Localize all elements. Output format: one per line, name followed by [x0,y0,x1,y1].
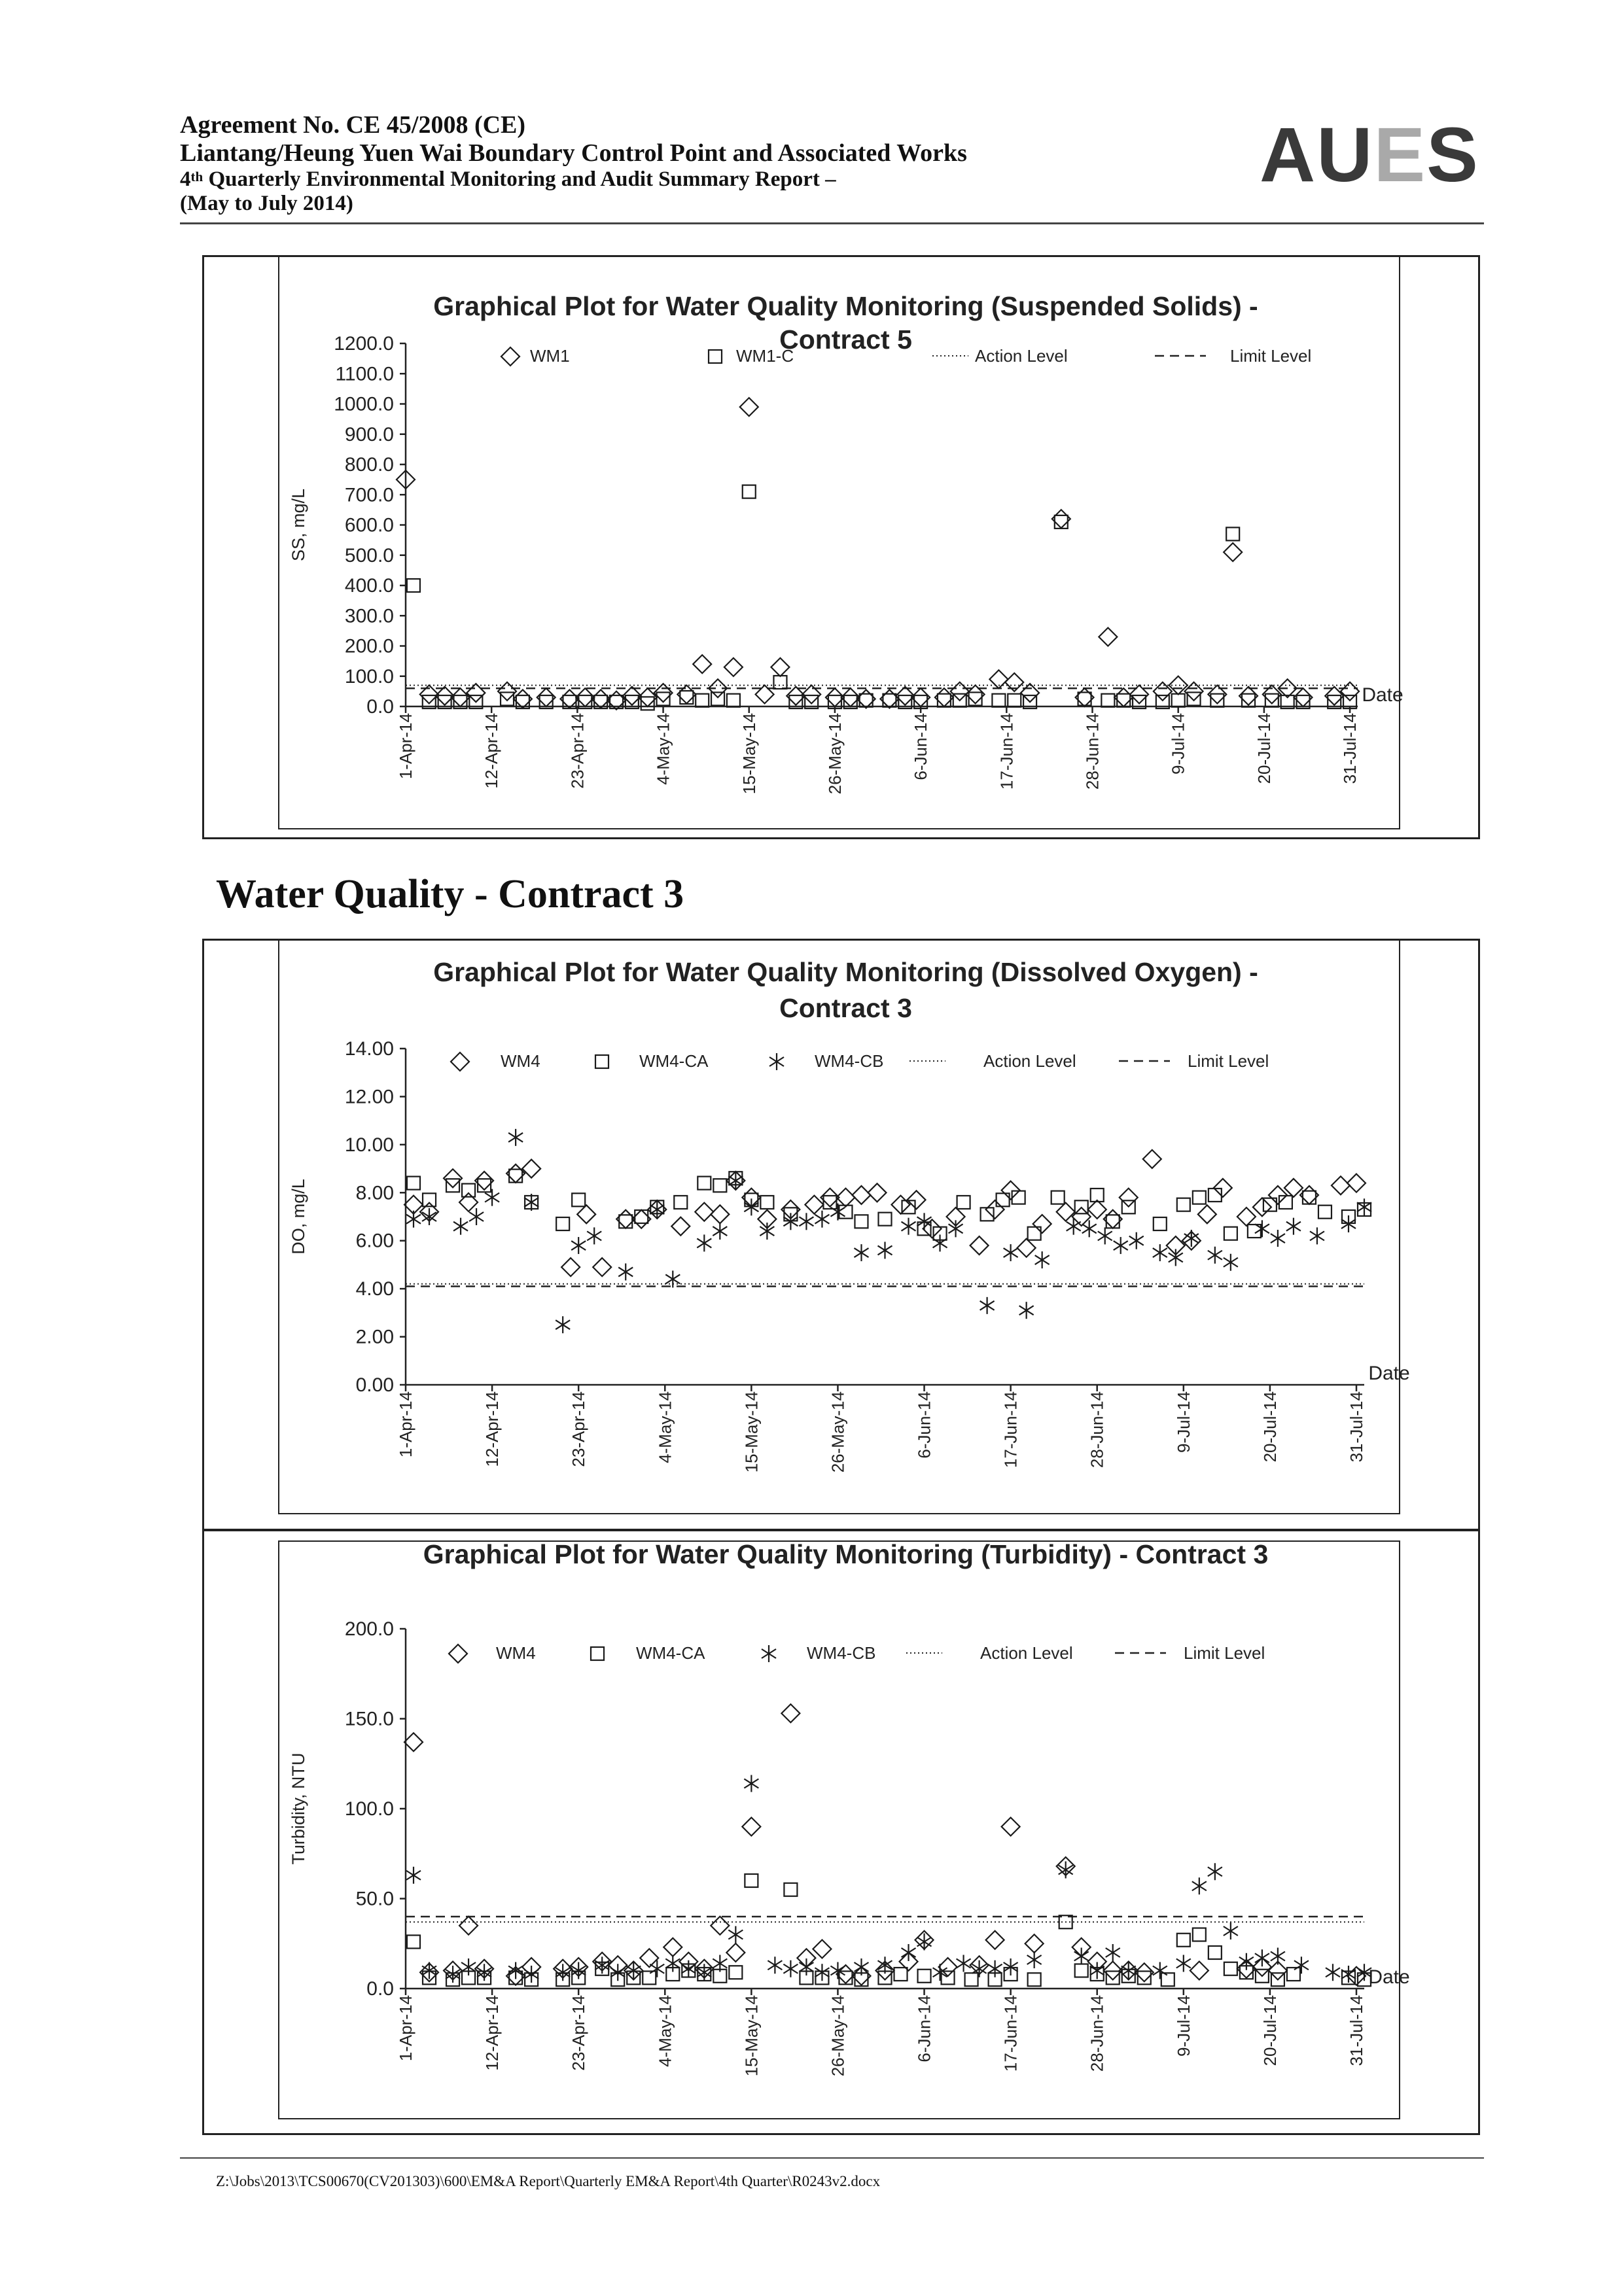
x-tick-label: 6-Jun-14 [914,1995,934,2062]
data-point-wm1-c [1265,694,1279,707]
legend-label-wm4: WM4 [501,1051,540,1071]
data-point-wm4-ca [942,1972,955,1985]
data-point-wm4 [1057,1203,1075,1221]
chart-suspended-solids [278,255,1403,829]
data-point-wm4 [1198,1205,1216,1223]
x-tick-label: 9-Jul-14 [1173,1995,1193,2057]
data-point-wm4 [970,1236,989,1255]
data-point-wm4-ca [572,1193,585,1206]
data-point-wm4-cb [1271,1230,1285,1247]
data-point-wm4-ca [423,1193,436,1206]
data-point-wm4-cb [1019,1302,1034,1319]
data-point-wm4-ca [462,1184,475,1197]
x-tick-label: 12-Apr-14 [482,1391,503,1467]
data-point-wm4-cb [1114,1237,1128,1254]
aues-logo: AUES [1260,112,1479,198]
data-point-wm4-cb [760,1223,774,1240]
data-point-wm4-ca [1224,1962,1237,1975]
data-point-wm1 [771,658,789,676]
x-tick-label: 6-Jun-14 [914,1391,934,1459]
x-tick-label: 23-Apr-14 [567,713,588,789]
data-point-wm4-cb [1153,1962,1167,1979]
data-point-wm1-c [1101,694,1114,707]
data-point-wm1-c [860,694,873,707]
x-tick-label: 20-Jul-14 [1260,1391,1280,1463]
legend-label-wm4-cb: WM4-CB [807,1643,876,1663]
data-point-wm4-cb [1067,1218,1081,1235]
data-point-wm4-ca [407,1936,420,1949]
data-point-wm4 [1332,1176,1350,1194]
x-axis-label: Date [1362,684,1403,706]
y-tick-label: 700.0 [344,484,394,506]
data-point-wm4-ca [1051,1191,1065,1204]
y-tick-label: 0.0 [366,696,394,718]
chart-title: Graphical Plot for Water Quality Monitoring (Dissolved Oxygen) - [433,957,1258,987]
header-report-title: 4th Quarterly Environmental Monitoring and Audit Summary Report – [180,167,836,191]
x-tick-label: 15-May-14 [741,1995,762,2077]
data-point-wm4-cb [665,1955,680,1972]
data-point-wm4 [892,1196,910,1214]
y-tick-label: 800.0 [344,454,394,476]
legend-marker-wm1 [501,347,520,366]
data-point-wm4-ca [1209,1189,1222,1202]
x-tick-label: 28-Jun-14 [1082,713,1103,790]
data-point-wm4-cb [728,1172,743,1189]
x-axis-label: Date [1368,1966,1410,1988]
data-point-wm4-cb [744,1775,758,1792]
data-point-wm4 [742,1818,760,1836]
series-wm4-ca [407,1170,1371,1240]
footer-file-path: Z:\Jobs\2013\TCS00670(CV201303)\600\EM&A Report\Quarterly EM&A Report\4th Quarter\R0243v2.docx [216,2173,881,2189]
data-point-wm4-ca [697,1177,711,1190]
data-point-wm4-ca [1012,1191,1025,1204]
data-point-wm4-ca [674,1196,687,1209]
x-tick-label: 17-Jun-14 [1000,1995,1021,2072]
legend-label-action-level: Action Level [975,346,1068,366]
data-point-wm4-cb [1255,1220,1269,1237]
data-point-wm4-ca [957,1196,970,1209]
data-point-wm4-cb [1106,1944,1120,1961]
x-tick-label: 31-Jul-14 [1346,1391,1366,1463]
data-point-wm1 [740,398,758,416]
data-point-wm1-c [1210,694,1224,707]
footer-rule [180,2157,1484,2159]
y-tick-label: 500.0 [344,544,394,566]
data-point-wm4-cb [988,1960,1002,1977]
data-point-wm1-c [1188,692,1201,705]
data-point-wm4 [522,1160,540,1178]
data-point-wm4-ca [1224,1227,1237,1240]
data-point-wm4-cb [697,1234,711,1251]
data-point-wm4-ca [1209,1946,1222,1959]
x-tick-label: 28-Jun-14 [1087,1995,1107,2072]
data-point-wm4-cb [406,1867,421,1884]
x-tick-label: 31-Jul-14 [1340,713,1360,784]
x-tick-label: 15-May-14 [741,1391,762,1473]
data-point-wm4 [1347,1174,1366,1192]
y-tick-label: 8.00 [355,1182,394,1204]
y-tick-label: 900.0 [344,423,394,445]
x-tick-label: 20-Jul-14 [1260,1995,1280,2066]
data-point-wm4 [1253,1198,1271,1216]
data-point-wm4-cb [461,1958,476,1975]
data-point-wm4-ca [509,1170,522,1183]
data-point-wm1-c [1172,694,1185,707]
x-tick-label: 9-Jul-14 [1168,713,1188,774]
data-point-wm1-c [992,694,1005,707]
data-point-wm4-ca [894,1968,908,1981]
data-point-wm4-ca [1177,1198,1190,1211]
data-point-wm4-ca [745,1874,758,1887]
y-tick-label: 50.0 [355,1888,394,1910]
data-point-wm1-c [657,692,670,705]
x-tick-label: 23-Apr-14 [569,1391,589,1467]
data-point-wm4 [640,1949,658,1967]
data-point-wm4 [663,1938,682,1957]
data-point-wm4-ca [619,1215,632,1228]
series-wm4-cb [406,1775,1371,1983]
x-tick-label: 1-Apr-14 [396,1391,415,1458]
data-point-wm4-cb [469,1208,484,1225]
legend-label-wm1: WM1 [530,346,570,366]
data-point-wm4 [1237,1208,1256,1226]
data-point-wm4-ca [1075,1964,1088,1977]
data-point-wm4-ca [1106,1215,1120,1228]
data-point-wm4-cb [1357,1198,1371,1215]
data-point-wm4 [986,1931,1004,1949]
data-point-wm4-cb [1004,1244,1018,1261]
data-point-wm4-cb [1074,1948,1089,1965]
chart-title-line2: Contract 5 [779,324,912,355]
data-point-wm4 [711,1205,729,1223]
data-point-wm1-c [407,579,420,592]
data-point-wm1-c [743,485,756,498]
y-tick-label: 0.00 [355,1374,394,1396]
data-point-wm4-cb [815,1964,829,1981]
data-point-wm4-ca [1161,1973,1174,1986]
section-title: Water Quality - Contract 3 [216,872,684,916]
y-tick-label: 6.00 [355,1230,394,1252]
legend-label-wm4-cb: WM4-CB [815,1051,884,1071]
y-tick-label: 0.0 [366,1978,394,2000]
report-header [180,111,1423,216]
data-point-wm4 [781,1704,800,1722]
y-tick-label: 2.00 [355,1326,394,1348]
y-tick-label: 200.0 [344,635,394,657]
data-point-wm4 [1190,1962,1209,1980]
series-wm1-c [407,485,1356,710]
data-point-wm4 [1033,1215,1051,1233]
y-tick-label: 200.0 [344,1618,394,1640]
data-point-wm4-cb [1208,1863,1222,1880]
data-point-wm4-ca [981,1208,994,1221]
x-tick-label: 4-May-14 [655,1995,675,2067]
legend-marker-wm4 [449,1644,467,1663]
legend-marker-wm4 [451,1052,469,1071]
data-point-wm4 [1017,1239,1036,1257]
x-tick-label: 4-May-14 [653,713,673,785]
data-point-wm4-cb [1090,1962,1104,1979]
data-point-wm4-cb [508,1129,523,1146]
data-point-wm4-cb [650,1201,664,1218]
data-point-wm4-ca [729,1966,742,1979]
data-point-wm4-ca [1318,1206,1332,1219]
y-tick-label: 100.0 [344,1798,394,1820]
data-point-wm4-cb [1224,1922,1238,1939]
data-point-wm4-cb [1271,1948,1285,1965]
data-point-wm4 [852,1186,870,1204]
x-tick-label: 31-Jul-14 [1346,1995,1366,2066]
data-point-wm4 [695,1203,713,1221]
data-point-wm1-c [501,692,514,705]
data-point-wm4-ca [1303,1191,1316,1204]
x-tick-label: 26-May-14 [824,713,845,795]
data-point-wm1-c [641,697,654,710]
data-point-wm4-cb [1035,1251,1050,1268]
legend-marker-wm1-c [709,350,722,363]
data-point-wm4-cb [1098,1227,1112,1244]
legend-marker-wm4-cb [769,1053,784,1070]
y-tick-label: 1000.0 [334,393,394,415]
x-tick-label: 17-Jun-14 [1000,1391,1021,1469]
data-point-wm4 [986,1200,1004,1219]
y-tick-label: 100.0 [344,665,394,687]
data-point-wm4-cb [1239,1953,1254,1970]
data-point-wm4-ca [784,1883,797,1896]
data-point-wm1-c [1078,692,1091,705]
data-point-wm4-ca [855,1215,868,1228]
x-axis-label: Date [1368,1363,1410,1384]
legend-marker-wm4-ca [595,1055,609,1068]
data-point-wm4-cb [854,1244,868,1261]
data-point-wm4 [593,1258,611,1276]
y-axis-label: SS, mg/L [289,488,308,562]
data-point-wm4-ca [965,1973,978,1986]
data-point-wm1-c [1055,515,1068,529]
data-point-wm1-c [773,676,786,689]
series-wm4 [404,1704,1366,1985]
x-tick-label: 12-Apr-14 [482,1995,503,2071]
data-point-wm4-ca [1287,1968,1300,1981]
data-point-wm1 [1224,543,1242,561]
data-point-wm4-cb [556,1316,570,1333]
data-point-wm4 [459,1917,478,1935]
x-tick-label: 23-Apr-14 [569,1995,589,2071]
chart-turbidity [278,1539,1410,2119]
data-point-wm4 [577,1205,595,1223]
data-point-wm4-cb [980,1297,995,1314]
data-point-wm4-ca [1177,1934,1190,1947]
data-point-wm4-cb [902,1944,916,1961]
data-point-wm4-cb [949,1220,963,1237]
data-point-wm4-ca [918,1970,931,1983]
y-tick-label: 10.00 [344,1134,394,1156]
data-point-wm4-ca [1193,1191,1206,1204]
data-point-wm4-cb [1326,1964,1340,1981]
data-point-wm4-cb [1121,1962,1136,1979]
data-point-wm4-ca [446,1179,459,1192]
y-tick-label: 400.0 [344,575,394,597]
x-tick-label: 17-Jun-14 [997,713,1017,790]
data-point-wm4-cb [1255,1949,1269,1966]
data-point-wm4-cb [406,1211,421,1228]
data-point-wm4-ca [1193,1928,1206,1941]
legend-label-wm1-c: WM1-C [736,346,794,366]
data-point-wm4-cb [618,1263,633,1280]
x-tick-label: 9-Jul-14 [1173,1391,1193,1453]
data-point-wm4-cb [713,1223,727,1240]
legend-label-action-level: Action Level [980,1643,1073,1663]
data-point-wm1-c [680,691,693,704]
chart-title-line2: Contract 3 [779,993,912,1023]
legend-label-wm4: WM4 [496,1643,536,1663]
x-tick-label: 26-May-14 [828,1995,848,2077]
data-point-wm4-cb [1153,1244,1167,1261]
y-tick-label: 4.00 [355,1278,394,1300]
series-wm1 [397,398,1359,710]
legend-label-limit-level: Limit Level [1188,1051,1269,1071]
data-point-wm4-ca [1028,1973,1041,1986]
y-axis-label: DO, mg/L [289,1179,308,1255]
data-point-wm1-c [883,694,896,707]
y-tick-label: 12.00 [344,1086,394,1108]
data-point-wm4-ca [713,1179,726,1192]
data-point-wm1-c [696,694,709,707]
data-point-wm4 [1143,1150,1161,1168]
x-tick-label: 12-Apr-14 [482,713,502,789]
data-point-wm4-cb [587,1227,601,1244]
data-point-wm1-c [727,694,740,707]
data-point-wm1-c [1008,694,1021,707]
header-agreement: Agreement No. CE 45/2008 (CE) [180,111,526,139]
x-tick-label: 28-Jun-14 [1087,1391,1107,1469]
x-tick-label: 15-May-14 [739,713,759,795]
legend-label-wm4-ca: WM4-CA [636,1643,705,1663]
y-tick-label: 14.00 [344,1038,394,1060]
data-point-wm4-cb [1192,1877,1207,1894]
data-point-wm1-c [1117,694,1130,707]
data-point-wm4-cb [728,1926,743,1943]
data-point-wm4-ca [556,1217,569,1230]
header-period: (May to July 2014) [180,192,353,215]
data-point-wm4 [711,1917,729,1935]
data-point-wm1 [693,655,711,673]
data-point-wm1 [1099,628,1117,646]
chart-title: Graphical Plot for Water Quality Monitoring (Suspended Solids) - [433,291,1258,321]
series-wm4-ca [407,1874,1371,1986]
data-point-wm4-cb [1129,1232,1144,1249]
x-tick-label: 20-Jul-14 [1254,713,1274,784]
data-point-wm4-cb [768,1957,782,1974]
header-rule [180,222,1484,224]
x-tick-label: 6-Jun-14 [911,713,931,780]
data-point-wm4-cb [453,1218,468,1235]
data-point-wm4 [813,1940,831,1958]
data-point-wm4-cb [799,1958,813,1975]
data-point-wm4-cb [1341,1966,1356,1983]
data-point-wm4-cb [665,1270,680,1287]
data-point-wm4 [1025,1934,1044,1953]
x-tick-label: 1-Apr-14 [396,1995,415,2062]
data-point-wm4-cb [902,1218,916,1235]
data-point-wm4-cb [933,1234,947,1251]
data-point-wm4-cb [878,1242,892,1259]
data-point-wm4-cb [1294,1957,1309,1974]
data-point-wm1-c [938,694,951,707]
data-point-wm4-cb [571,1237,586,1254]
data-point-wm4-cb [1169,1249,1183,1266]
legend-label-action-level: Action Level [983,1051,1076,1071]
data-point-wm4 [1347,1967,1366,1985]
data-point-wm4-cb [1208,1247,1222,1264]
data-point-wm4 [561,1258,580,1276]
y-tick-label: 300.0 [344,605,394,627]
data-point-wm4-ca [760,1196,773,1209]
data-point-wm4-cb [650,1960,664,1977]
legend-label-wm4-ca: WM4-CA [639,1051,709,1071]
chart-title: Graphical Plot for Water Quality Monitoring (Turbidity) - Contract 3 [423,1539,1269,1569]
y-tick-label: 1100.0 [335,363,394,385]
data-point-wm4-ca [1106,1972,1120,1985]
series-wm4-cb [406,1129,1371,1333]
y-axis-label: Turbidity, NTU [289,1752,308,1865]
y-tick-label: 600.0 [344,514,394,536]
data-point-wm4 [868,1183,886,1202]
data-point-wm4-cb [1310,1227,1324,1244]
data-point-wm4-cb [957,1955,971,1972]
data-point-wm4-cb [1224,1254,1238,1271]
legend-marker-wm4-cb [762,1645,776,1662]
legend-label-limit-level: Limit Level [1230,346,1312,366]
y-tick-label: 1200.0 [334,333,394,355]
data-point-wm4-cb [815,1211,829,1228]
chart-dissolved-oxygen [278,939,1410,1514]
x-tick-label: 1-Apr-14 [396,713,415,780]
y-tick-label: 150.0 [344,1708,394,1730]
data-point-wm4-cb [1286,1218,1301,1235]
data-point-wm4-ca [879,1213,892,1226]
data-point-wm4-ca [1279,1196,1292,1209]
data-point-wm4-cb [783,1960,798,1977]
data-point-wm4-cb [1176,1955,1191,1972]
data-point-wm4-ca [1154,1217,1167,1230]
data-point-wm1-c [711,692,724,705]
legend-marker-wm4-ca [591,1647,604,1660]
x-tick-label: 26-May-14 [828,1391,848,1473]
x-tick-label: 4-May-14 [655,1391,675,1463]
data-point-wm4-cb [1027,1951,1042,1968]
data-point-wm4 [1002,1818,1020,1836]
data-point-wm4-cb [524,1966,538,1983]
data-point-wm4-ca [407,1177,420,1190]
data-point-wm4-cb [681,1960,696,1977]
legend-label-limit-level: Limit Level [1184,1643,1265,1663]
data-point-wm4-ca [635,1210,648,1223]
data-point-wm4 [404,1733,423,1751]
header-project: Liantang/Heung Yuen Wai Boundary Control Point and Associated Works [180,139,967,167]
data-point-wm1-c [1226,527,1239,540]
data-point-wm4-cb [799,1213,813,1230]
data-point-wm4 [726,1943,745,1962]
data-point-wm1 [724,658,743,676]
data-point-wm4 [671,1217,690,1236]
data-point-wm4-ca [643,1972,656,1985]
